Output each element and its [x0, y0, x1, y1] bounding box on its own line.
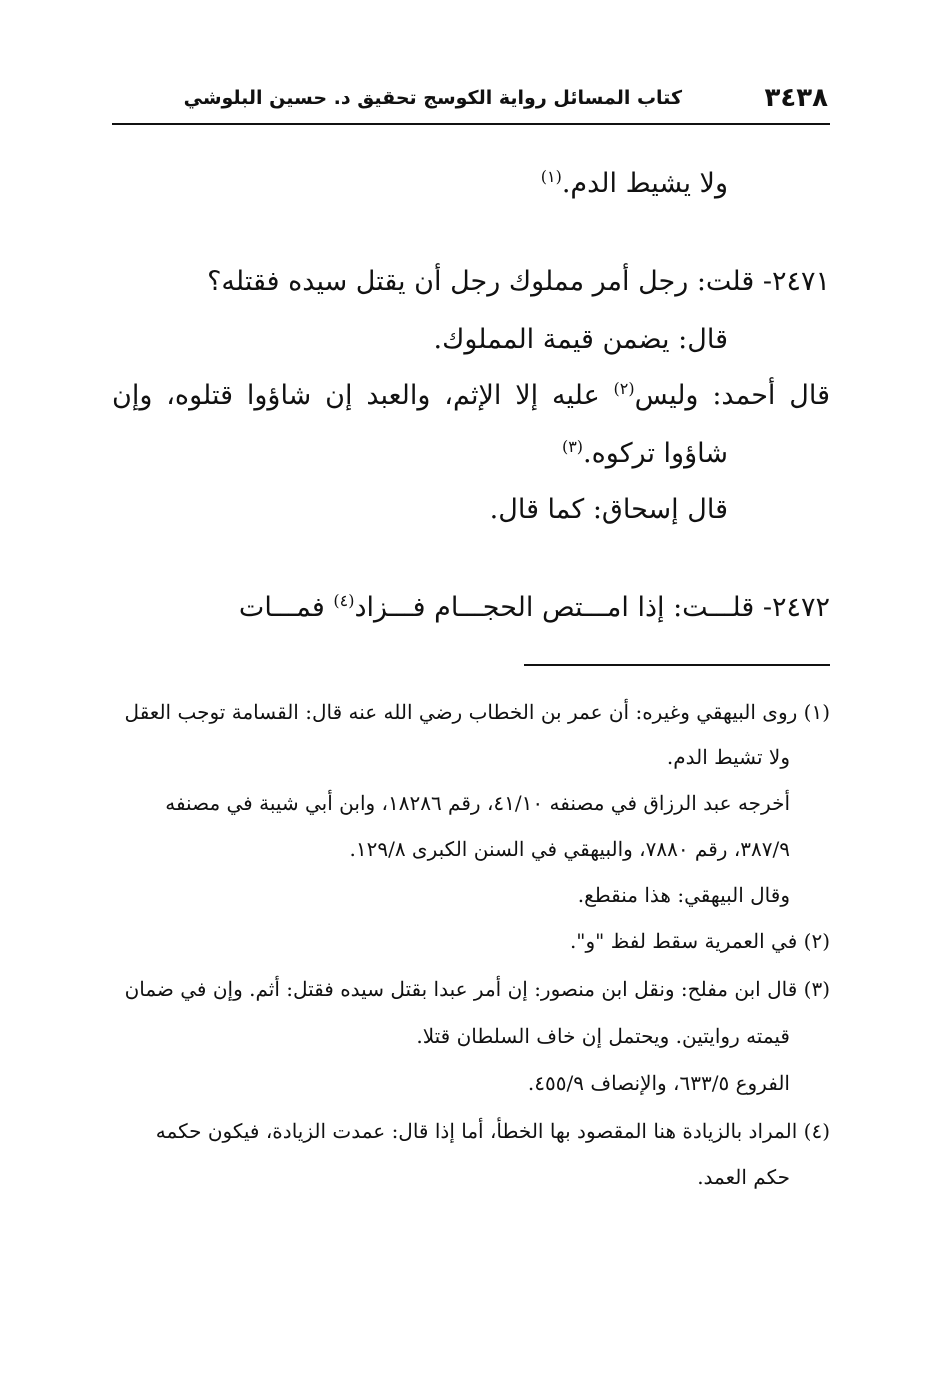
- body-line-1: [112, 166, 728, 202]
- footnote-3-line-1: (٣) قال ابن مفلح: ونقل ابن منصور: إن أمر عبدا بقتل سيده فقتل: أثم. وإن في ضمان: [124, 977, 830, 1001]
- ahmad-text-c: شاؤوا تركوه.: [583, 438, 728, 469]
- footnote-1-line-2: ولا تشيط الدم.: [666, 745, 790, 769]
- running-title: كتاب المسائل رواية الكوسج تحقيق د. حسين البلوشي: [183, 87, 682, 109]
- footnote-1-line-1: (١) روى البيهقي وغيره: أن عمر بن الخطاب رضي الله عنه قال: القسامة توجب العقل: [124, 700, 830, 724]
- footnote-1-line-3: أخرجه عبد الرزاق في مصنفه ٤١/١٠، رقم ١٨٢٨٦، وابن أبي شيبة في مصنفه: [165, 791, 790, 815]
- page-header: [112, 78, 830, 118]
- header-rule: [112, 123, 830, 125]
- ahmad-text-a: قال أحمد: وليس: [634, 380, 831, 411]
- footnote-4-line-1: (٤) المراد بالزيادة هنا المقصود بها الخطأ، أما إذا قال: عمدت الزيادة، فيكون حكمه: [155, 1119, 830, 1143]
- ahmad-text-b: عليه إلا الإثم، والعبد إن شاؤوا قتلوه، وإن: [112, 380, 614, 411]
- footnote-3-line-3: الفروع ٦٣٣/٥، والإنصاف ٤٥٥/٩.: [527, 1071, 790, 1095]
- ishaq-text: قال إسحاق: كما قال.: [489, 494, 728, 525]
- footnote-1-line-4: ٣٨٧/٩، رقم ٧٨٨٠، والبيهقي في السنن الكبرى ١٢٩/٨.: [349, 837, 790, 861]
- question-2471: [112, 264, 830, 300]
- question-text: ٢٤٧١- قلت: رجل أمر مملوك رجل أن يقتل سيده فقتله؟: [207, 266, 830, 297]
- footnote-ref-3: (٣): [561, 437, 584, 456]
- ahmad-line-1: [112, 378, 830, 414]
- page-number: ٣٤٣٨: [764, 83, 828, 113]
- ishaq-line: [112, 492, 728, 528]
- footnote-ref-1: (١): [540, 167, 562, 186]
- footnote-ref-4: (٤): [333, 591, 355, 610]
- footnote-4-line-2: حكم العمد.: [697, 1165, 790, 1189]
- question-2472: [112, 590, 830, 626]
- body-text: ولا يشيط الدم.: [561, 168, 728, 199]
- footnote-3-line-2: قيمته روايتين. ويحتمل إن خاف السلطان قتلا.: [416, 1024, 790, 1048]
- answer-2471: [112, 322, 728, 358]
- ahmad-line-2: [112, 436, 728, 472]
- question-2472-text-a: ٢٤٧٢- قلـــت: إذا امـــتص الحجـــام فـــزاد: [354, 592, 830, 623]
- answer-text: قال: يضمن قيمة المملوك.: [433, 324, 728, 355]
- footnote-ref-2: (٢): [613, 379, 635, 398]
- footnote-2-line-1: (٢) في العمرية سقط لفظ "و".: [569, 929, 830, 953]
- footnote-separator: [524, 664, 830, 666]
- footnote-1-line-5: وقال البيهقي: هذا منقطع.: [577, 883, 790, 907]
- question-2472-text-b: فمـــات: [238, 592, 334, 623]
